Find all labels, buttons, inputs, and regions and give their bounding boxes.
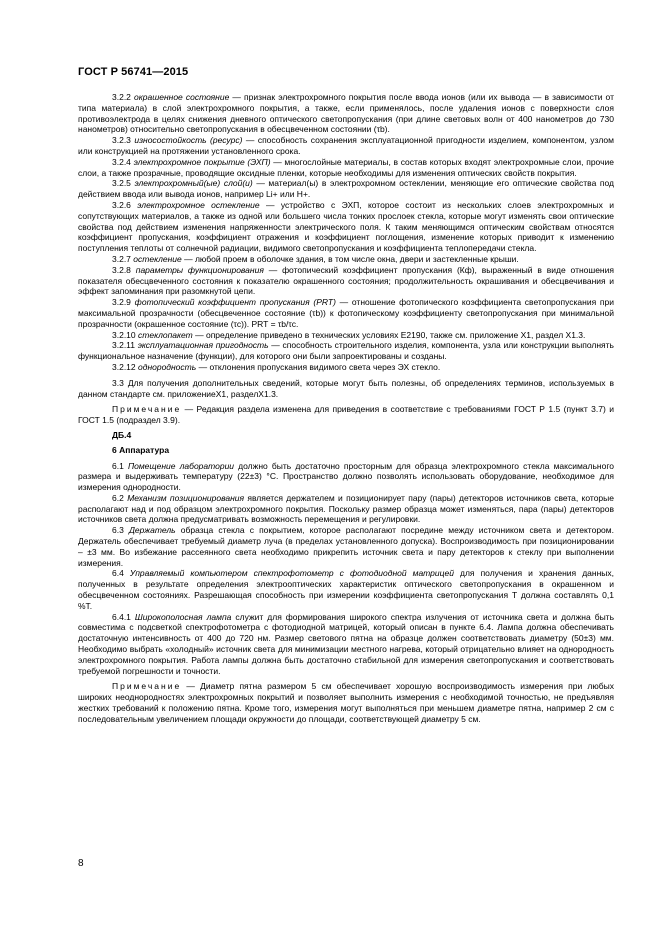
- term: Механизм позиционирования: [127, 492, 245, 503]
- clause-text: — признак электрохромного покрытия после ввода ионов (или их вывода — в зависимости от типа материала) в слой электрохромного покрытия, а также, если применялось, после удаления ионов с поверхности слоя противоэлектрода в целях снижения дневного оптического светопропускания (при длине световых волн от 400 нанометров до 730 нанометров) относительно светопропускания в обесцвеченном состоянии (τb).: [78, 92, 614, 135]
- apparatus-section: [78, 461, 614, 677]
- clause-number: 3.2.4: [112, 156, 131, 167]
- paragraph-3-2-8: [78, 265, 614, 297]
- paragraph-3-2-6: [78, 200, 614, 254]
- clause-text: — фотопический коэффициент пропускания (Кф), выраженный в виде отношения показателя обесцвеченного состояния к показателю окрашенного состояния; продолжительность окрашивания и обесцвечивания и эффект запоминания при разомкнутой цепи.: [78, 264, 614, 297]
- paragraph-3-2-5: [78, 178, 614, 200]
- note-paragraph: [78, 404, 614, 426]
- clause-text: — определение приведено в технических условиях Е2190, также см. приложение Х1, раздел Х1.3.: [192, 329, 586, 340]
- paragraph-3-2-3: [78, 135, 614, 157]
- clause-number: 3.2.3: [112, 135, 131, 146]
- paragraph-3-2-11: [78, 340, 614, 362]
- section-heading: 6 Аппаратура: [112, 444, 170, 455]
- paragraph-6-1: [78, 461, 614, 493]
- note-label: Примечание: [112, 404, 182, 415]
- paragraph-3-2-10: [78, 330, 614, 341]
- clause-text: должно быть достаточно просторным для образца электрохромного стекла максимального размера и выдерживать температуру (22±3) °С. Пространство должно позволять использовать оборудование, необходимое для измерения однородности.: [78, 460, 614, 493]
- clause-text: Для получения дополнительных сведений, которые могут быть полезны, об определениях терминов, используемых в данном стандарте см. приложениеХ1, разделХ1.3.: [78, 377, 614, 399]
- clause-number: 3.2.10: [112, 329, 136, 340]
- paragraph-6-4-1: [78, 612, 614, 677]
- clause-number: 3.2.7: [112, 253, 131, 264]
- term: однородность: [138, 361, 197, 372]
- term: остекление: [133, 253, 182, 264]
- clause-text: — многослойные материалы, в состав которых входят электрохромные слои, прочие слои, а также прозрачные, проводящие оксидные пленки, которые необходимы для изменения оптических свойств покрытия.: [78, 156, 614, 178]
- paragraph-3-2-9: [78, 297, 614, 329]
- term: Держатель: [128, 525, 176, 536]
- clause-number: 6.2: [112, 492, 124, 503]
- clause-number: 3.2.12: [112, 361, 136, 372]
- term: стеклопакет: [138, 329, 193, 340]
- clause-number: 6.4: [112, 568, 124, 579]
- clause-text: — способность строительного изделия, компонента, узла или конструкции выполнять функциональное назначение (функции), для которого они были запроектированы и созданы.: [78, 340, 614, 362]
- note-paragraph: [78, 681, 614, 724]
- note-label: Примечание: [112, 681, 182, 692]
- paragraph-6-3: [78, 525, 614, 568]
- clause-number: 3.3: [112, 377, 124, 388]
- clause-number: 3.2.11: [112, 340, 136, 351]
- paragraph-6-2: [78, 493, 614, 525]
- note-text: — Редакция раздела изменена для приведения в соответствие с требованиями ГОСТ Р 1.5 (пункт 3.7) и ГОСТ 1.5 (подраздел 3.9).: [78, 404, 614, 426]
- paragraph-3-2-12: [78, 362, 614, 373]
- term: окрашенное состояние: [134, 92, 230, 102]
- appendix-heading: ДБ.4: [112, 429, 132, 440]
- term: электрохромное остекление: [137, 199, 260, 210]
- term: эксплуатационная пригодность: [137, 340, 269, 351]
- term: электрохромное покрытие (ЭХП): [133, 156, 271, 167]
- clause-number: 6.4.1: [112, 611, 131, 622]
- paragraph-3-2-2: [78, 92, 614, 135]
- page-number: 8: [78, 858, 84, 869]
- paragraph-3-2-7: [78, 254, 614, 265]
- paragraph-3-2-4: [78, 157, 614, 179]
- clause-text: — любой проем в оболочке здания, в том числе окна, двери и застекленные крыши.: [181, 253, 519, 264]
- paragraph-6-4: [78, 568, 614, 611]
- clause-number: 3.2.6: [112, 199, 131, 210]
- clause-text: — устройство с ЭХП, которое состоит из нескольких слоев электрохромных и сопутствующих материалов, а также из одной или большего числа тонких прослоек стекла, которые могут изменять свои оптические свойства под действием изменения напряженности электрического поля. К таким меняющимся оптическим свойствам относятся коэффициент пропускания, коэффициент отражения и коэффициент поглощения, изменение которых приводит к изменению поступления теплоты от солнечной радиации, видимого светопропускания и коэффициента теплопередачи стекла.: [78, 199, 614, 254]
- clause-text: — материал(ы) в электрохромном остеклении, меняющие его оптические свойства под действием ввода или вывода ионов, например Li+ или H+.: [78, 178, 614, 200]
- clause-text: — способность сохранения эксплуатационной пригодности изделием, компонентом, узлом или конструкцией на протяжении установленного срока.: [78, 135, 614, 156]
- document-body: [78, 92, 614, 725]
- term: электрохромный(ые) слой(и): [134, 178, 253, 189]
- term: параметры функционирования: [135, 264, 264, 275]
- term: Широкополосная лампа: [134, 611, 232, 622]
- clause-number: 6.1: [112, 460, 124, 471]
- term: фотопический коэффициент пропускания (PRT): [134, 297, 336, 308]
- clause-text: — отклонения пропускания видимого света через ЭХ стекло.: [196, 361, 441, 372]
- clause-number: 3.2.9: [112, 297, 131, 308]
- clause-text: служит для формирования широкого спектра излучения от источника света и должна быть совместима с подсветкой спектрофотометра с фотодиодной матрицей, который описан в пункте 6.4. Лампа должна обеспечивать достаточную интенсивность от 400 до 720 нм. Размер светового пятна на образце должен соответствовать диаметру (50±3) мм. Необходимо выбрать «холодный» источник света для минимизации местного нагрева, который отрицательно влияет на однородность электрохромного покрытия. Работа лампы должна быть достаточно стабильной для измерения светопропускания и соответствовать требуемой погрешности и точности.: [78, 611, 614, 676]
- clause-text: образца стекла с покрытием, которое располагают посредине между источником света и детектором. Держатель обеспечивает требуемый диаметр луча (в пределах установленного допуска). Воспроизводимость при позиционировании – ±3 мм. Во избежание рассеянного света необходимо прикрепить источник света и пару детекторов к стеклу при выполнении измерения.: [78, 525, 614, 568]
- clause-number: 6.3: [112, 525, 124, 536]
- definitions-section: [78, 92, 614, 399]
- paragraph-3-3: [78, 378, 614, 400]
- document-header: ГОСТ Р 56741—2015: [78, 66, 189, 78]
- term: Управляемый компьютером спектрофотометр с фотодиодной матрицей: [129, 568, 454, 579]
- clause-number: 3.2.2: [112, 92, 131, 102]
- clause-text: — отношение фотопического коэффициента светопропускания при максимальной прозрачности (обесцвеченное состояние (τb)) к фотопическому коэффициенту светопропускания при минимальной прозрачности (окрашенное состояние (τc)). PRT = τb/τc.: [78, 297, 614, 329]
- term: Помещение лаборатории: [127, 460, 235, 471]
- term: износостойкость (ресурс): [134, 135, 243, 146]
- clause-text: для получения и хранения данных, полученных в результате определения электрооптических характеристик оптического светопропускания в окрашенном и обесцвеченном состояниях. Разрешающая способность при измерении коэффициента светопропускания T должна составлять 0,1 %T.: [78, 568, 614, 611]
- clause-number: 3.2.8: [112, 264, 131, 275]
- clause-text: является держателем и позиционирует пару (пары) детекторов источников света, которые располагают над и под образцом электрохромного покрытия. Поскольку размер образца может изменяться, пара (пары) детекторов источников света должна предусматривать возможность перемещения и регулировки.: [78, 492, 614, 525]
- clause-number: 3.2.5: [112, 178, 131, 189]
- note-text: — Диаметр пятна размером 5 см обеспечивает хорошую воспроизводимость измерения при любых широких неоднородностях электрохромных покрытий и позволяет выполнить измерения с необходимой точностью, не предъявляя жестких требований к положению пятна. Кроме того, измерения могут выполняться при меньшем диаметре пятна, например 2 см с последовательным увеличением площади окружности до площади, соответствующей диаметру 5 см.: [78, 681, 614, 724]
